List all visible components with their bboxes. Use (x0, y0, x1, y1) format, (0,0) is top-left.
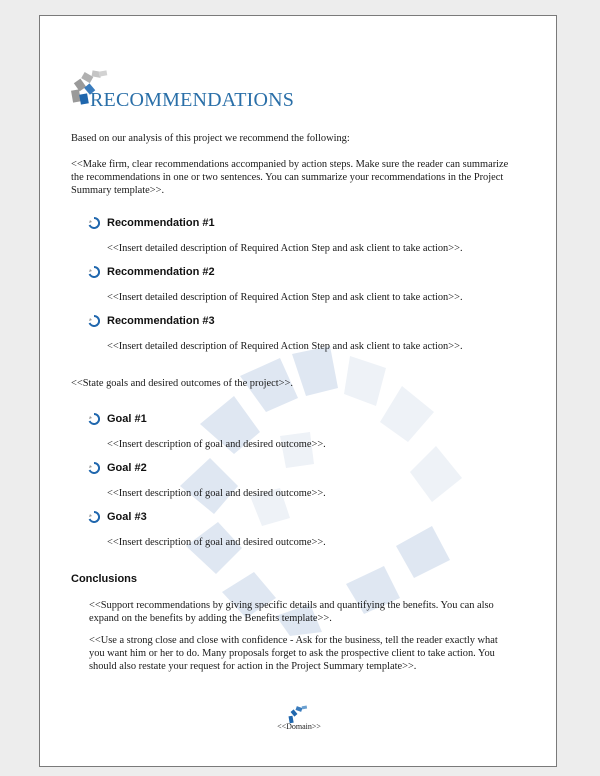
instruction-paragraph (71, 158, 543, 197)
conclusion-line: should also restate your request for action in the Project Summary template>>. (89, 661, 417, 672)
recommendation-description: <<Insert detailed description of Required Action Step and ask client to take action>>. (107, 292, 463, 303)
goals-intro: <<State goals and desired outcomes of the project>>. (71, 378, 293, 389)
recommendation-heading: Recommendation #2 (107, 266, 215, 278)
document-page (39, 15, 557, 767)
footer-domain: <<Domain>> (277, 722, 321, 731)
intro-text: Based on our analysis of this project we recommend the following: (71, 133, 350, 144)
swirl-bullet-icon (88, 315, 100, 327)
swirl-bullet-icon (88, 413, 100, 425)
conclusion-line: <<Use a strong close and close with confidence - Ask for the business, tell the reader exactly what (89, 635, 498, 646)
instruction-line: Summary template>>. (71, 185, 165, 196)
recommendation-description: <<Insert detailed description of Required Action Step and ask client to take action>>. (107, 341, 463, 352)
conclusion-line: expand on the benefits by adding the Benefits template>>. (89, 613, 332, 624)
conclusion-line: you want him or her to do. Many proposals forget to ask the prospective client to take action. You (89, 648, 495, 659)
recommendation-heading: Recommendation #3 (107, 315, 215, 327)
goal-description: <<Insert description of goal and desired outcome>>. (107, 439, 326, 450)
goal-description: <<Insert description of goal and desired outcome>>. (107, 537, 326, 548)
goal-description: <<Insert description of goal and desired outcome>>. (107, 488, 326, 499)
swirl-bullet-icon (88, 266, 100, 278)
instruction-line: <<Make firm, clear recommendations accompanied by action steps. Make sure the reader can summarize (71, 159, 509, 170)
swirl-bullet-icon (88, 511, 100, 523)
goal-heading: Goal #3 (107, 511, 147, 523)
page-title: RECOMMENDATIONS (90, 89, 295, 111)
goal-heading: Goal #1 (107, 413, 147, 425)
conclusion-paragraph (89, 634, 544, 673)
recommendation-description: <<Insert detailed description of Required Action Step and ask client to take action>>. (107, 243, 463, 254)
swirl-bullet-icon (88, 217, 100, 229)
instruction-line: the recommendations in one or two sentences. You can summarize your recommendations in the Project (71, 172, 504, 183)
swirl-bullet-icon (88, 462, 100, 474)
conclusion-line: <<Support recommendations by giving specific details and quantifying the benefits. You can also (89, 600, 494, 611)
conclusion-paragraph (89, 599, 544, 625)
goal-heading: Goal #2 (107, 462, 147, 474)
recommendation-heading: Recommendation #1 (107, 217, 215, 229)
conclusions-heading: Conclusions (71, 573, 138, 585)
